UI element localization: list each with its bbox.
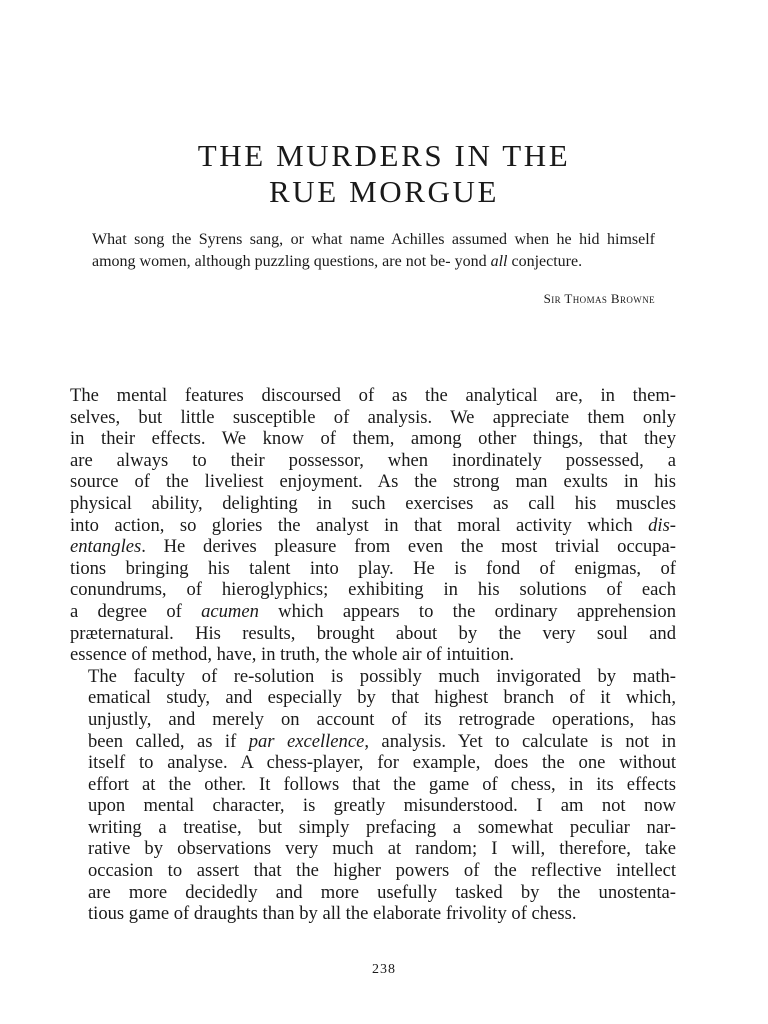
p2-line-2: ematical study, and especially by that highest branch of it which, bbox=[88, 687, 676, 709]
p2-line-4 bbox=[70, 731, 676, 753]
paragraph-1 bbox=[70, 385, 676, 666]
chapter-title-line-2: RUE MORGUE bbox=[268, 174, 500, 209]
p1-line-7 bbox=[70, 515, 676, 537]
p1-line-8b: . He derives pleasure from even the most trivial occupa- bbox=[141, 536, 676, 558]
p2-emphasis-par-excellence: par excellence bbox=[248, 730, 365, 752]
p1-line-11 bbox=[70, 601, 676, 623]
p1-emphasis-entangles: entangles bbox=[70, 536, 142, 558]
page-number: 238 bbox=[372, 962, 396, 977]
p2-line-8: writing a treatise, but simply prefacing a somewhat peculiar nar- bbox=[88, 816, 676, 838]
p2-line-7: upon mental character, is greatly misunderstood. I am not now bbox=[88, 795, 676, 817]
p1-line-8 bbox=[70, 536, 676, 558]
epigraph-line-2: hid himself among women, although puzzling questions, are not be- bbox=[92, 231, 655, 270]
p1-line-4: are always to their possessor, when inordinately possessed, a bbox=[70, 449, 676, 471]
epigraph-line-3a: yond bbox=[454, 253, 491, 270]
epigraph-line-1: What song the Syrens sang, or what name Achilles assumed when he bbox=[92, 231, 572, 248]
p1-line-6: physical ability, delighting in such exercises as call his muscles bbox=[70, 492, 676, 514]
p1-line-3: in their effects. We know of them, among other things, that they bbox=[70, 428, 676, 450]
p1-line-2: selves, but little susceptible of analysis. We appreciate them only bbox=[70, 406, 676, 428]
p1-line-10: conundrums, of hieroglyphics; exhibiting in his solutions of each bbox=[70, 579, 676, 601]
epigraph-attribution: Sir Thomas Browne bbox=[543, 291, 655, 306]
p2-line-6: effort at the other. It follows that the game of chess, in its effects bbox=[88, 773, 676, 795]
p1-line-11a: a degree of bbox=[70, 600, 202, 622]
p2-line-4a: been called, as if bbox=[88, 730, 249, 752]
p2-line-10: occasion to assert that the higher powers of the reflective intellect bbox=[88, 860, 676, 882]
epigraph-text bbox=[92, 229, 655, 273]
epigraph bbox=[92, 229, 655, 273]
epigraph-line-3b: conjecture. bbox=[507, 253, 583, 270]
p1-line-11c: which appears to the ordinary apprehension bbox=[258, 600, 676, 622]
p1-line-9: tions bringing his talent into play. He is fond of enigmas, of bbox=[70, 557, 676, 579]
p1-line-5: source of the liveliest enjoyment. As the strong man exults in his bbox=[70, 471, 676, 493]
p1-emphasis-dis: dis- bbox=[648, 514, 676, 536]
p1-line-12: præternatural. His results, brought about by the very soul and bbox=[70, 622, 676, 644]
chapter-title-line-1: THE MURDERS IN THE bbox=[197, 138, 571, 173]
p2-line-5: itself to analyse. A chess-player, for example, does the one without bbox=[88, 752, 676, 774]
epigraph-emphasis-all: all bbox=[490, 253, 508, 270]
chapter-title bbox=[0, 138, 768, 210]
p2-line-9: rative by observations very much at random; I will, therefore, take bbox=[88, 838, 676, 860]
p2-line-3: unjustly, and merely on account of its retrograde operations, has bbox=[88, 708, 676, 730]
p1-line-13: essence of method, have, in truth, the whole air of intuition. bbox=[70, 644, 515, 666]
p2-line-4c: , analysis. Yet to calculate is not in bbox=[364, 730, 676, 752]
p1-emphasis-acumen: acumen bbox=[201, 600, 259, 622]
p2-line-11: are more decidedly and more usefully tasked by the unostenta- bbox=[88, 881, 676, 903]
paragraph-2 bbox=[70, 666, 676, 925]
p1-line-7a: into action, so glories the analyst in that moral activity which bbox=[70, 514, 649, 536]
p1-line-1: The mental features discoursed of as the analytical are, in them- bbox=[70, 385, 676, 406]
p2-line-1: The faculty of re-solution is possibly much invigorated by math- bbox=[88, 665, 676, 687]
p2-line-12: tious game of draughts than by all the elaborate frivolity of chess. bbox=[88, 903, 577, 925]
body-text bbox=[70, 385, 676, 925]
